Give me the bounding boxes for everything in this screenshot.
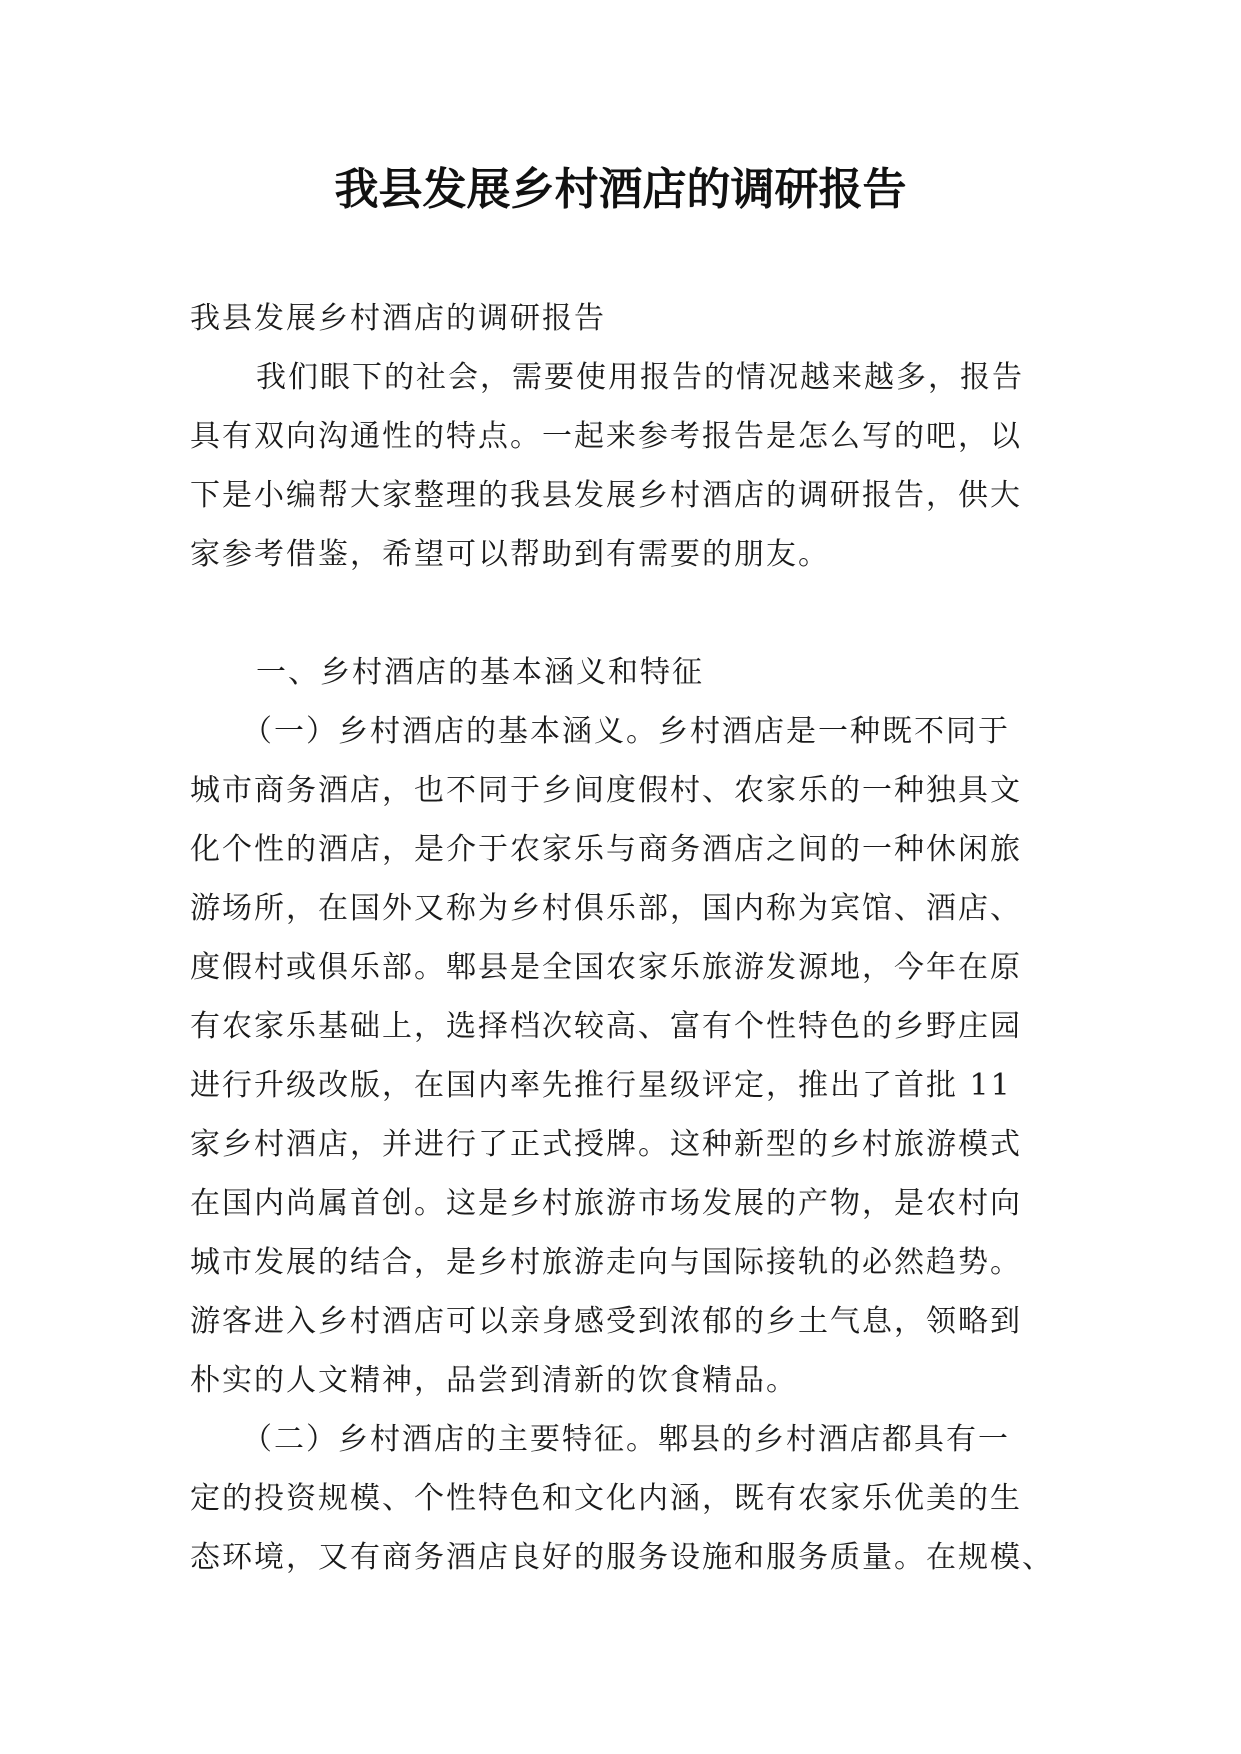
paragraph-gap (190, 584, 1070, 643)
paragraph-line: （一）乡村酒店的基本涵义。乡村酒店是一种既不同于 (242, 714, 1010, 749)
document-body (190, 289, 1070, 1587)
paragraph-line: 进行升级改版，在国内率先推行星级评定，推出了首批 11 (190, 1068, 1012, 1103)
section-heading: 一、乡村酒店的基本涵义和特征 (256, 655, 704, 690)
intro-line: 下是小编帮大家整理的我县发展乡村酒店的调研报告，供大 (190, 478, 1022, 513)
paragraph-line: 朴实的人文精神，品尝到清新的饮食精品。 (190, 1363, 798, 1398)
paragraph-line: （二）乡村酒店的主要特征。郫县的乡村酒店都具有一 (242, 1422, 1010, 1457)
paragraph-line: 化个性的酒店，是介于农家乐与商务酒店之间的一种休闲旅 (190, 832, 1022, 867)
subtitle-line: 我县发展乡村酒店的调研报告 (190, 301, 606, 336)
paragraph-line: 度假村或俱乐部。郫县是全国农家乐旅游发源地，今年在原 (190, 950, 1022, 985)
intro-line: 家参考借鉴，希望可以帮助到有需要的朋友。 (190, 537, 830, 572)
paragraph-line: 城市发展的结合，是乡村旅游走向与国际接轨的必然趋势。 (190, 1245, 1022, 1280)
paragraph-line: 家乡村酒店，并进行了正式授牌。这种新型的乡村旅游模式 (190, 1127, 1022, 1162)
paragraph-line: 游场所，在国外又称为乡村俱乐部，国内称为宾馆、酒店、 (190, 891, 1022, 926)
intro-line: 我们眼下的社会，需要使用报告的情况越来越多，报告 (256, 360, 1024, 395)
paragraph-line: 定的投资规模、个性特色和文化内涵，既有农家乐优美的生 (190, 1481, 1022, 1516)
paragraph-line: 态环境，又有商务酒店良好的服务设施和服务质量。在规模、 (190, 1540, 1054, 1575)
paragraph-line: 有农家乐基础上，选择档次较高、富有个性特色的乡野庄园 (190, 1009, 1022, 1044)
paragraph-line: 城市商务酒店，也不同于乡间度假村、农家乐的一种独具文 (190, 773, 1022, 808)
document-title: 我县发展乡村酒店的调研报告 (334, 164, 907, 215)
intro-line: 具有双向沟通性的特点。一起来参考报告是怎么写的吧，以 (190, 419, 1022, 454)
paragraph-line: 在国内尚属首创。这是乡村旅游市场发展的产物，是农村向 (190, 1186, 1022, 1221)
paragraph-line: 游客进入乡村酒店可以亲身感受到浓郁的乡土气息，领略到 (190, 1304, 1022, 1339)
